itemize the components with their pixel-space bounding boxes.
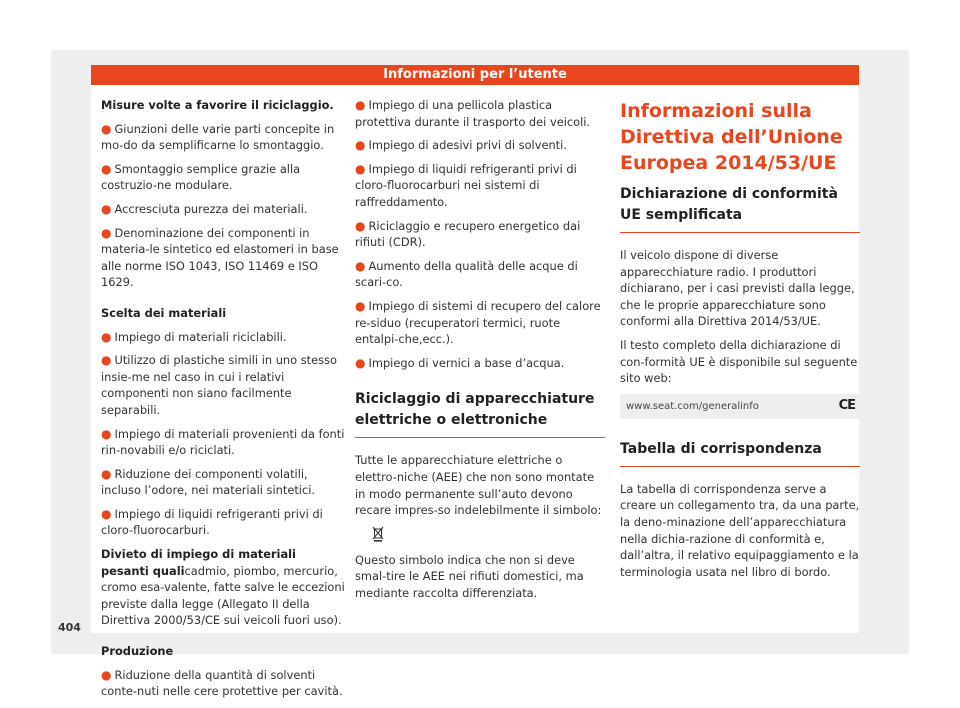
- list-item: ● Utilizzo di plastiche simili in uno stesso insie-me nel caso in cui i relativi componenti non siano facilmente separabili.: [101, 353, 337, 417]
- list-item: ● Smontaggio semplice grazie alla costruzio-ne modulare.: [101, 161, 301, 193]
- bullet-dot-icon: ●: [101, 225, 112, 240]
- bullet-dot-icon: ●: [101, 329, 112, 344]
- list-item: ● Impiego di vernici a base d’acqua.: [355, 355, 565, 370]
- bullet-dot-icon: ●: [355, 355, 366, 370]
- list-item: ● Impiego di materiali provenienti da fonti rin-novabili e/o riciclati.: [101, 426, 345, 458]
- measures-title: Misure volte a favorire il riciclaggio.: [101, 98, 334, 112]
- list-item: ● Giunzioni delle varie parti concepite in mo-do da semplificarne lo smontaggio.: [101, 121, 335, 153]
- list-item: ● Aumento della qualità delle acque di scari-co.: [355, 258, 578, 290]
- bullet-dot-icon: ●: [101, 667, 112, 682]
- bullet-dot-icon: ●: [101, 466, 112, 481]
- weee-section-title: Riciclaggio di apparecchiature elettriche o elettroniche: [355, 389, 605, 438]
- bullet-dot-icon: ●: [355, 138, 366, 153]
- ban-text: cadmio, piombo, mercurio, cromo esa-valente, fatte salve le eccezioni previste dalla legge (Allegato II della Direttiva 2000/53/CE sui veicoli fuori uso).: [101, 563, 345, 628]
- declaration-title: Dichiarazione di conformità UE semplificata: [620, 184, 860, 233]
- table-paragraph: La tabella di corrispondenza serve a creare un collegamento tra, da una parte, la deno-minazione dell’apparecchiatura nella dichia-razione di conformità e, dall’altra, il relativo equipaggiamento e la terminologia usata nel libro di bordo.: [620, 481, 860, 579]
- list-item: ● Impiego di sistemi di recupero del calore re-siduo (recuperatori termici, ruote entalpi-che,ecc.).: [355, 298, 601, 347]
- ce-mark-icon: CE: [838, 397, 855, 413]
- list-item: ● Impiego di liquidi refrigeranti privi di cloro-fluorocarburi.: [101, 506, 323, 538]
- bullet-dot-icon: ●: [101, 201, 112, 216]
- weee-crossed-bin-icon: [372, 526, 384, 542]
- bullet-dot-icon: ●: [355, 298, 366, 313]
- list-item: ● Impiego di una pellicola plastica protettiva durante il trasporto dei veicoli.: [355, 98, 591, 129]
- table-title: Tabella di corrispondenza: [620, 439, 860, 467]
- declaration-web-paragraph: Il testo completo della dichiarazione di con-formità UE è disponibile sul seguente sito web:: [620, 337, 858, 386]
- bullet-dot-icon: ●: [101, 426, 112, 441]
- column-right: [620, 97, 860, 587]
- list-item: ● Riciclaggio e recupero energetico dai rifiuti (CDR).: [355, 218, 581, 250]
- bullet-dot-icon: ●: [355, 161, 366, 176]
- url-box: [620, 394, 860, 419]
- page-header: Informazioni per l’utente: [91, 65, 859, 85]
- bullet-dot-icon: ●: [355, 98, 366, 112]
- column-left: [101, 97, 346, 707]
- weee-text: Tutte le apparecchiature elettriche o elettro-niche (AEE) che non sono montate in modo permanente sull’auto devono recare impres-so indelebilmente il simbolo:: [355, 453, 602, 518]
- list-item: ● Denominazione dei componenti in materia-le sintetico ed elastomeri in base alle norme ISO 1043, ISO 11469 e ISO 1629.: [101, 225, 339, 290]
- ban-title: Divieto di impiego di materiali pesanti quali: [101, 547, 296, 578]
- materials-title: Scelta dei materiali: [101, 305, 227, 320]
- directive-title: Informazioni sulla Direttiva dell’Unione Europea 2014/53/UE: [620, 100, 843, 174]
- production-title: Produzione: [101, 644, 174, 659]
- bullet-dot-icon: ●: [101, 506, 112, 521]
- list-item: ● Impiego di adesivi privi di solventi.: [355, 138, 567, 153]
- list-item: ● Impiego di liquidi refrigeranti privi di cloro-fluorocarburi nei sistemi di raffreddamento.: [355, 161, 577, 209]
- list-item: ● Riduzione dei componenti volatili, incluso l’odore, nei materiali sintetici.: [101, 466, 316, 498]
- bullet-dot-icon: ●: [101, 121, 112, 136]
- ban-paragraph: [101, 546, 346, 629]
- bullet-dot-icon: ●: [101, 161, 112, 176]
- bullet-dot-icon: ●: [101, 353, 112, 368]
- website-url[interactable]: www.seat.com/generalinfo: [626, 400, 759, 412]
- list-item: ● Accresciuta purezza dei materiali.: [101, 201, 308, 216]
- bullet-dot-icon: ●: [355, 258, 366, 273]
- column-middle: [355, 97, 605, 608]
- list-item: ● Riduzione della quantità di solventi conte-nuti nelle cere protettive per cavità.: [101, 667, 343, 699]
- page-number: 404: [58, 621, 81, 634]
- list-item: ● Impiego di materiali riciclabili.: [101, 329, 287, 344]
- bullet-dot-icon: ●: [355, 218, 366, 233]
- declaration-paragraph: Il veicolo dispone di diverse apparecchiature radio. I produttori dichiarano, per i casi previsti dalla legge, che le proprie apparecchiature sono conformi alla Direttiva 2014/53/UE.: [620, 248, 855, 329]
- weee-note: Questo simbolo indica che non si deve smal-tire le AEE nei rifiuti domestici, ma mediante raccolta differenziata.: [355, 552, 584, 600]
